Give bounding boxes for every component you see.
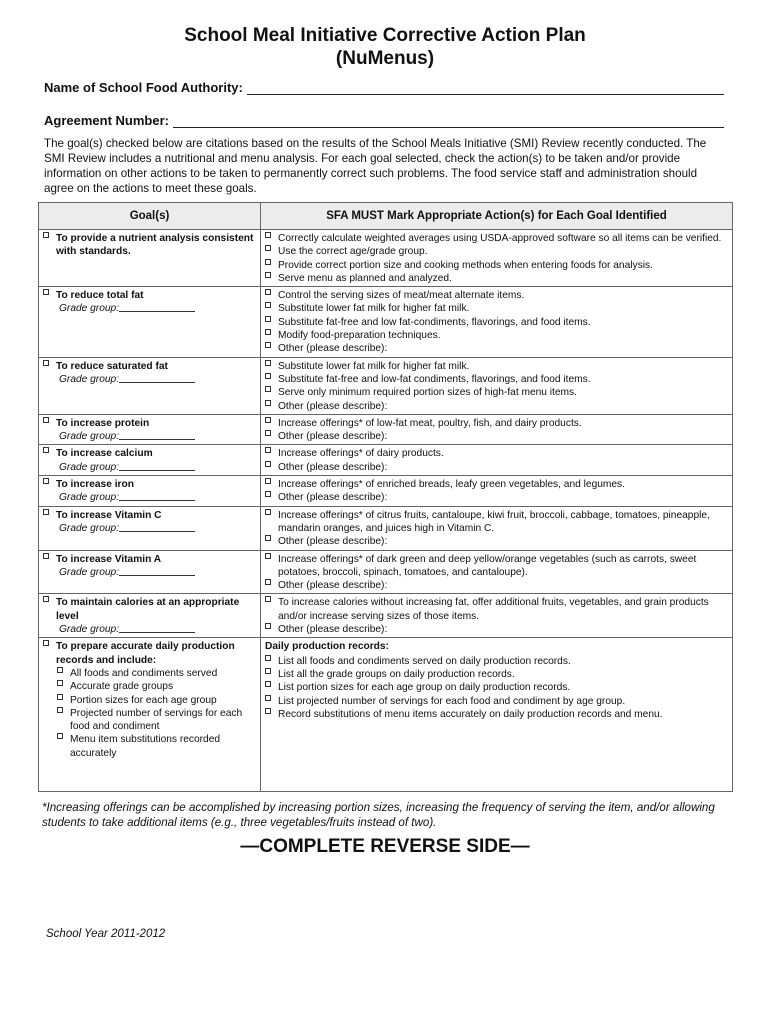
action-checkbox-item[interactable] — [265, 535, 728, 548]
checkbox[interactable] — [265, 478, 271, 484]
action-checkbox-item[interactable] — [265, 623, 728, 636]
grade-group-field[interactable] — [43, 623, 256, 636]
actions-cell — [261, 230, 733, 287]
checkbox[interactable] — [265, 708, 271, 714]
checkbox[interactable] — [43, 417, 49, 423]
table-row — [39, 550, 733, 594]
action-checkbox-item-label: Other (please describe): — [278, 461, 388, 473]
goal-rows — [39, 230, 733, 792]
goal-cell — [39, 287, 261, 357]
goal-checkbox-item-label: To increase iron — [56, 479, 134, 491]
action-checkbox-item[interactable] — [265, 316, 728, 329]
checkbox[interactable] — [265, 302, 271, 308]
actions-cell — [261, 414, 733, 445]
action-checkbox-item[interactable] — [265, 655, 728, 668]
table-row — [39, 287, 733, 357]
action-checkbox-item-label: List all foods and condiments served on daily production records. — [278, 655, 571, 667]
sfa-name-line[interactable] — [247, 82, 724, 95]
goal-cell — [39, 476, 261, 507]
checkbox[interactable] — [43, 447, 49, 453]
grade-group-label: Grade group: — [59, 303, 120, 315]
goal-checkbox-item-label: To increase Vitamin C — [56, 509, 162, 521]
grade-group-line[interactable] — [119, 373, 195, 383]
action-checkbox-item[interactable] — [265, 430, 728, 443]
subitem-checkbox-item[interactable] — [57, 694, 256, 707]
grade-group-field[interactable] — [43, 566, 256, 579]
action-checkbox-item-label: Increase offerings* of dark green and deep yellow/orange vegetables (such as carrots, sweet potatoes, broccoli, spinach, tomatoes, and cantaloupe). — [278, 553, 697, 578]
action-checkbox-item-label: Record substitutions of menu items accurately on daily production records and menu. — [278, 708, 663, 720]
action-checkbox-item[interactable] — [265, 596, 728, 623]
checkbox[interactable] — [265, 329, 271, 335]
action-checkbox-item-label: Increase offerings* of low-fat meat, poultry, fish, and dairy products. — [278, 417, 582, 429]
table-row — [39, 594, 733, 638]
checkbox[interactable] — [265, 668, 271, 674]
school-year: School Year 2011-2012 — [46, 928, 166, 940]
action-checkbox-item-label: Other (please describe): — [278, 536, 388, 548]
action-checkbox-item[interactable] — [265, 342, 728, 355]
goal-cell — [39, 550, 261, 594]
checkbox[interactable] — [265, 461, 271, 467]
subitem-checkbox-item-label: All foods and condiments served — [70, 667, 218, 679]
daily-production-records-title: Daily production records: — [265, 641, 389, 653]
grade-group-label: Grade group: — [59, 431, 120, 443]
table-row — [39, 506, 733, 550]
goal-checkbox-item[interactable] — [43, 417, 256, 430]
goal-checkbox-item-label: To increase protein — [56, 417, 150, 429]
action-checkbox-item[interactable] — [265, 360, 728, 373]
goal-checkbox-item-label: To reduce saturated fat — [56, 360, 168, 372]
checkbox[interactable] — [265, 596, 271, 602]
action-checkbox-item-label: List all the grade groups on daily production records. — [278, 668, 515, 680]
action-checkbox-item[interactable] — [265, 386, 728, 399]
checkbox[interactable] — [57, 694, 63, 700]
action-checkbox-item-label: List portion sizes for each age group on daily production records. — [278, 682, 571, 694]
goal-checkbox-item[interactable] — [43, 640, 256, 667]
action-checkbox-item[interactable] — [265, 478, 728, 491]
reverse-side-notice: —COMPLETE REVERSE SIDE— — [240, 836, 530, 858]
action-checkbox-item-label: Use the correct age/grade group. — [278, 246, 428, 258]
action-checkbox-item-label: Other (please describe): — [278, 400, 388, 412]
action-checkbox-item-label: Other (please describe): — [278, 431, 388, 443]
goals-table — [38, 202, 733, 792]
checkbox[interactable] — [43, 289, 49, 295]
checkbox[interactable] — [265, 535, 271, 541]
checkbox[interactable] — [265, 272, 271, 278]
subitem-checkbox-item[interactable] — [57, 680, 256, 693]
checkbox[interactable] — [57, 733, 63, 739]
action-checkbox-item-label: List projected number of servings for each food and condiment by age group. — [278, 695, 626, 707]
goal-cell — [39, 230, 261, 287]
actions-cell — [261, 476, 733, 507]
goal-cell — [39, 594, 261, 638]
action-checkbox-item[interactable] — [265, 289, 728, 302]
checkbox[interactable] — [43, 360, 49, 366]
sfa-name-label: Name of School Food Authority: — [44, 80, 243, 95]
subitem-checkbox-item-label: Accurate grade groups — [70, 681, 174, 693]
grade-group-label: Grade group: — [59, 624, 120, 636]
grade-group-field[interactable] — [43, 373, 256, 386]
action-checkbox-item-label: Substitute fat-free and low-fat condiments, flavorings, and food items. — [278, 373, 591, 385]
checkbox[interactable] — [265, 509, 271, 515]
checkbox[interactable] — [265, 245, 271, 251]
grade-group-label: Grade group: — [59, 566, 120, 578]
action-checkbox-item-label: Control the serving sizes of meat/meat alternate items. — [278, 290, 525, 302]
grade-group-label: Grade group: — [59, 522, 120, 534]
grade-group-line[interactable] — [119, 522, 195, 532]
grade-group-line[interactable] — [119, 302, 195, 312]
grade-group-field[interactable] — [43, 461, 256, 474]
actions-cell — [261, 357, 733, 414]
subitem-checkbox-item[interactable] — [57, 733, 256, 760]
table-row — [39, 414, 733, 445]
goal-checkbox-item[interactable] — [43, 289, 256, 302]
action-checkbox-item-label: To increase calories without increasing fat, offer additional fruits, vegetables, and grain products and/or increase serving sizes of those items. — [278, 597, 709, 622]
checkbox[interactable] — [43, 509, 49, 515]
checkbox[interactable] — [265, 289, 271, 295]
action-checkbox-item[interactable] — [265, 417, 728, 430]
checkbox[interactable] — [265, 259, 271, 265]
grade-group-field[interactable] — [43, 430, 256, 443]
checkbox[interactable] — [265, 316, 271, 322]
goal-cell — [39, 638, 261, 792]
action-checkbox-item[interactable] — [265, 329, 728, 342]
goal-checkbox-item-label: To increase Vitamin A — [56, 553, 162, 565]
checkbox[interactable] — [265, 360, 271, 366]
table-row — [39, 638, 733, 792]
checkbox[interactable] — [265, 681, 271, 687]
checkbox[interactable] — [265, 430, 271, 436]
agreement-number-field[interactable] — [44, 113, 724, 128]
page-title — [38, 24, 732, 70]
grade-group-line[interactable] — [119, 430, 195, 440]
action-checkbox-item-label: Increase offerings* of dairy products. — [278, 448, 444, 460]
checkbox[interactable] — [265, 232, 271, 238]
intro-paragraph: The goal(s) checked below are citations based on the results of the School Meals Initiative (SMI) Review recently conducted. The SMI Review includes a nutritional and menu analysis. For each goal selected, check the action(s) to be taken and/or provide information on other actions to be taken to permanently correct such problems. The food service staff and administration should agree on the actions to meet these goals. — [44, 137, 707, 195]
action-checkbox-item[interactable] — [265, 708, 728, 721]
subitem-checkbox-item[interactable] — [57, 707, 256, 734]
goal-checkbox-item-label: To increase calcium — [56, 448, 153, 460]
table-row — [39, 445, 733, 476]
action-checkbox-item[interactable] — [265, 302, 728, 315]
checkbox[interactable] — [265, 386, 271, 392]
title-line-1: School Meal Initiative Corrective Action Plan — [184, 25, 586, 46]
grade-group-line[interactable] — [119, 491, 195, 501]
goal-checkbox-item[interactable] — [43, 360, 256, 373]
checkbox[interactable] — [43, 478, 49, 484]
action-checkbox-item[interactable] — [265, 272, 728, 285]
goal-cell — [39, 506, 261, 550]
goals-column-header: Goal(s) — [39, 203, 261, 230]
checkbox[interactable] — [265, 695, 271, 701]
action-checkbox-item[interactable] — [265, 579, 728, 592]
checkbox[interactable] — [43, 232, 49, 238]
action-checkbox-item-label: Increase offerings* of citrus fruits, cantaloupe, kiwi fruit, broccoli, cabbage, tomatoes, pineapple, mandarin oranges, and juices high in Vitamin C. — [278, 509, 710, 534]
action-checkbox-item[interactable] — [265, 259, 728, 272]
action-checkbox-item[interactable] — [265, 553, 728, 580]
subitem-checkbox-item-label: Projected number of servings for each food and condiment — [70, 707, 243, 733]
checkbox[interactable] — [43, 640, 49, 646]
subitem-checkbox-item-label: Menu item substitutions recorded accurately — [70, 734, 221, 759]
action-checkbox-item[interactable] — [265, 461, 728, 474]
checkbox[interactable] — [265, 342, 271, 348]
goal-checkbox-item-label: To prepare accurate daily production records and include: — [56, 641, 235, 666]
grade-group-line[interactable] — [119, 566, 195, 576]
goal-checkbox-item-label: To reduce total fat — [56, 290, 144, 302]
checkbox[interactable] — [43, 596, 49, 602]
action-checkbox-item-label: Serve only minimum required portion sizes of high-fat menu items. — [278, 387, 577, 399]
production-record-subitems — [43, 667, 256, 760]
agreement-number-label: Agreement Number: — [44, 113, 169, 128]
grade-group-field[interactable] — [43, 522, 256, 535]
checkbox[interactable] — [265, 655, 271, 661]
table-row — [39, 230, 733, 287]
actions-cell — [261, 287, 733, 357]
action-checkbox-item[interactable] — [265, 232, 728, 245]
checkbox[interactable] — [265, 447, 271, 453]
action-checkbox-item-label: Correctly calculate weighted averages using USDA-approved software so all items can be verified. — [278, 233, 722, 244]
footnote: *Increasing offerings can be accomplished by increasing portion sizes, increasing the frequency of serving the item, and/or allowing students to take additional items (e.g., three vegetables/fruits instead of two). — [42, 801, 715, 830]
action-checkbox-item-label: Other (please describe): — [278, 492, 388, 504]
checkbox[interactable] — [265, 553, 271, 559]
actions-cell — [261, 594, 733, 638]
action-checkbox-item[interactable] — [265, 509, 728, 536]
grade-group-field[interactable] — [43, 491, 256, 504]
checkbox[interactable] — [265, 623, 271, 629]
grade-group-line[interactable] — [119, 623, 195, 633]
table-row — [39, 357, 733, 414]
action-checkbox-item-label: Substitute lower fat milk for higher fat milk. — [278, 360, 470, 372]
goal-cell — [39, 445, 261, 476]
action-checkbox-item-label: Other (please describe): — [278, 580, 388, 592]
checkbox[interactable] — [265, 579, 271, 585]
action-checkbox-item[interactable] — [265, 400, 728, 413]
form-page — [38, 24, 732, 858]
goal-checkbox-item[interactable] — [43, 232, 256, 259]
grade-group-label: Grade group: — [59, 492, 120, 504]
goal-checkbox-item[interactable] — [43, 553, 256, 566]
goal-checkbox-item[interactable] — [43, 509, 256, 522]
table-header-row — [39, 203, 733, 230]
checkbox[interactable] — [57, 667, 63, 673]
checkbox[interactable] — [265, 400, 271, 406]
actions-cell — [261, 550, 733, 594]
checkbox[interactable] — [265, 417, 271, 423]
checkbox[interactable] — [57, 680, 63, 686]
action-checkbox-item[interactable] — [265, 681, 728, 694]
checkbox[interactable] — [43, 553, 49, 559]
subitem-checkbox-item[interactable] — [57, 667, 256, 680]
goal-checkbox-item[interactable] — [43, 478, 256, 491]
subitem-checkbox-item-label: Portion sizes for each age group — [70, 694, 217, 706]
actions-cell — [261, 445, 733, 476]
checkbox[interactable] — [265, 491, 271, 497]
grade-group-label: Grade group: — [59, 373, 120, 385]
actions-column-header: SFA MUST Mark Appropriate Action(s) for Each Goal Identified — [261, 203, 733, 230]
table-row — [39, 476, 733, 507]
goal-checkbox-item-label: To maintain calories at an appropriate level — [56, 597, 240, 622]
action-checkbox-item-label: Serve menu as planned and analyzed. — [278, 272, 452, 284]
agreement-number-line[interactable] — [173, 115, 724, 128]
grade-group-field[interactable] — [43, 302, 256, 315]
action-checkbox-item-label: Modify food-preparation techniques. — [278, 330, 441, 342]
action-checkbox-item[interactable] — [265, 668, 728, 681]
goal-checkbox-item[interactable] — [43, 447, 256, 460]
action-checkbox-item[interactable] — [265, 447, 728, 460]
goal-cell — [39, 357, 261, 414]
action-checkbox-item-label: Substitute lower fat milk for higher fat milk. — [278, 303, 470, 315]
grade-group-line[interactable] — [119, 461, 195, 471]
goal-checkbox-item[interactable] — [43, 596, 256, 623]
checkbox[interactable] — [265, 373, 271, 379]
action-checkbox-item-label: Other (please describe): — [278, 343, 388, 355]
action-checkbox-item-label: Provide correct portion size and cooking methods when entering foods for analysis. — [278, 259, 653, 271]
action-checkbox-item-label: Substitute fat-free and low fat-condiments, flavorings, and food items. — [278, 316, 591, 328]
action-checkbox-item[interactable] — [265, 373, 728, 386]
action-checkbox-item-label: Other (please describe): — [278, 624, 388, 636]
goal-cell — [39, 414, 261, 445]
title-line-2: (NuMenus) — [335, 48, 435, 69]
goal-checkbox-item-label: To provide a nutrient analysis consistent with standards. — [56, 233, 254, 258]
action-checkbox-item-label: Increase offerings* of enriched breads, leafy green vegetables, and legumes. — [278, 479, 625, 491]
sfa-name-field[interactable] — [44, 80, 724, 95]
actions-cell — [261, 506, 733, 550]
action-checkbox-item[interactable] — [265, 245, 728, 258]
checkbox[interactable] — [57, 707, 63, 713]
grade-group-label: Grade group: — [59, 461, 120, 473]
action-checkbox-item[interactable] — [265, 491, 728, 504]
action-checkbox-item[interactable] — [265, 695, 728, 708]
actions-cell — [261, 638, 733, 792]
